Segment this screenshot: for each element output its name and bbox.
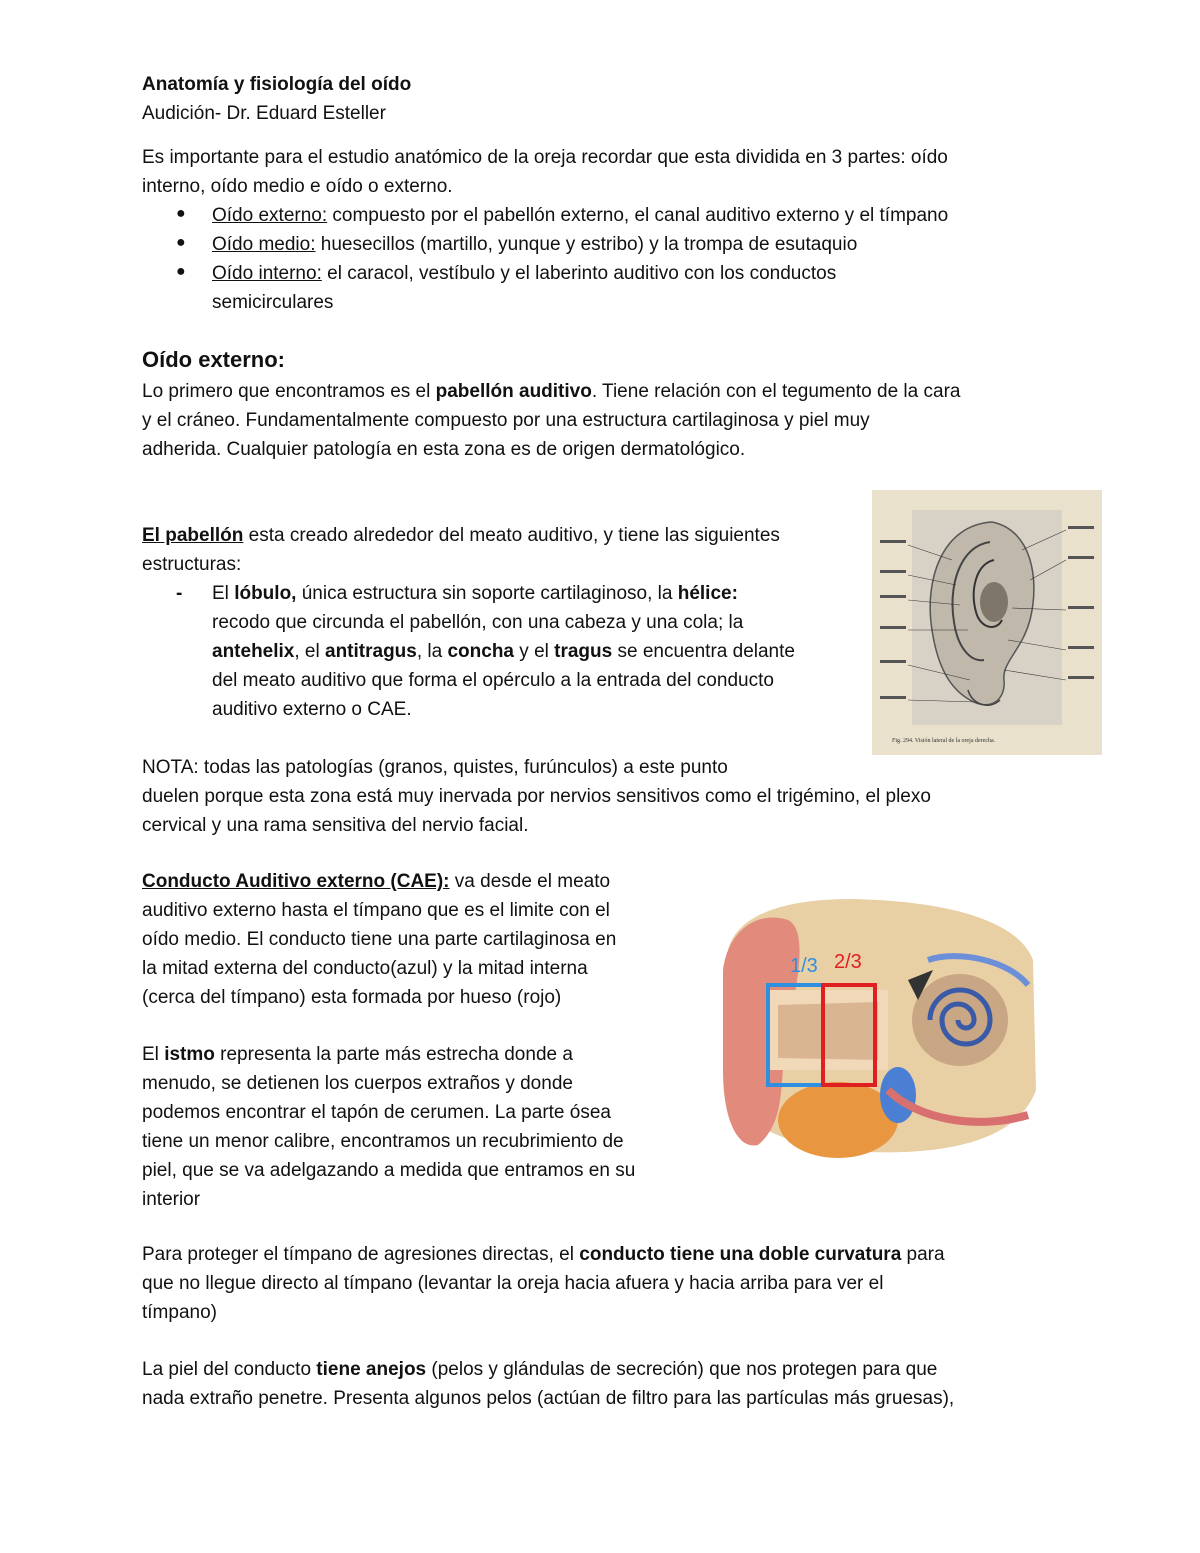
paragraph-line: auditivo externo hasta el tímpano que es el limite con el: [142, 900, 610, 921]
bold-term: conducto tiene una doble curvatura: [579, 1244, 902, 1265]
paragraph-line: cervical y una rama sensitiva del nervio facial.: [142, 815, 529, 836]
canal-two-thirds-label: 2/3: [834, 951, 862, 973]
list-term: Oído medio:: [212, 234, 316, 255]
text-span: . Tiene relación con el tegumento de la cara: [591, 381, 961, 402]
paragraph-line: [142, 1355, 937, 1384]
text-span: Para proteger el tímpano de agresiones directas, el: [142, 1244, 580, 1265]
bold-term: tiene anejos: [316, 1359, 427, 1380]
bullet-icon: ●: [176, 205, 186, 222]
paragraph-line: [142, 377, 960, 406]
paragraph-line: (cerca del tímpano) esta formada por hueso (rojo): [142, 987, 562, 1008]
bold-term: pabellón auditivo: [435, 381, 592, 402]
text-span: para: [901, 1244, 945, 1265]
intro-line: Es importante para el estudio anatómico de la oreja recordar que esta dividida en 3 partes: oído: [142, 147, 948, 168]
dash-marker: -: [176, 583, 183, 604]
paragraph-line: interior: [142, 1189, 201, 1210]
paragraph-line: adherida. Cualquier patología en esta zona es de origen dermatológico.: [142, 439, 746, 460]
paragraph-line: tímpano): [142, 1302, 217, 1323]
paragraph-line: oído medio. El conducto tiene una parte cartilaginosa en: [142, 929, 617, 950]
section-heading: Oído externo:: [142, 347, 286, 372]
text-span: , la: [416, 641, 448, 662]
ear-canal-illustration: [718, 890, 1040, 1162]
text-span: única estructura sin soporte cartilaginoso, la: [296, 583, 678, 604]
paragraph-line: que no llegue directo al tímpano (levantar la oreja hacia afuera y hacia arriba para ver el: [142, 1273, 884, 1294]
ear-canal-figure: [718, 890, 1040, 1162]
list-text: el caracol, vestíbulo y el laberinto auditivo con los conductos: [321, 263, 837, 284]
paragraph-line: NOTA: todas las patologías (granos, quistes, furúnculos) a este punto: [142, 757, 728, 778]
list-item-continuation: semicirculares: [212, 292, 334, 313]
canal-third-label: 1/3: [790, 955, 818, 977]
text-span: y el: [514, 641, 555, 662]
ear-illustration: [872, 490, 1102, 755]
bold-term: antehelix: [212, 641, 295, 662]
list-item: [212, 579, 738, 608]
text-span: representa la parte más estrecha donde a: [214, 1044, 573, 1065]
text-span: El: [142, 1044, 165, 1065]
list-text: huesecillos (martillo, yunque y estribo) y la trompa de esutaquio: [315, 234, 858, 255]
bullet-icon: ●: [176, 234, 186, 251]
list-term: Oído externo:: [212, 205, 328, 226]
paragraph-line: nada extraño penetre. Presenta algunos pelos (actúan de filtro para las partículas más gruesas),: [142, 1388, 955, 1409]
bold-term: tragus: [554, 641, 613, 662]
text-span: esta creado alrededor del meato auditivo, y tiene las siguientes: [243, 525, 780, 546]
bold-term: antitragus: [325, 641, 417, 662]
list-item: [212, 259, 836, 288]
text-span: se encuentra delante: [612, 641, 795, 662]
list-item: [212, 230, 857, 259]
paragraph-line: la mitad externa del conducto(azul) y la mitad interna: [142, 958, 588, 979]
list-text: compuesto por el pabellón externo, el canal auditivo externo y el tímpano: [327, 205, 949, 226]
list-item: [212, 201, 948, 230]
text-span: (pelos y glándulas de secreción) que nos protegen para que: [426, 1359, 938, 1380]
text-span: , el: [294, 641, 325, 662]
list-term: Oído interno:: [212, 263, 322, 284]
paragraph-line: piel, que se va adelgazando a medida que entramos en su: [142, 1160, 636, 1181]
list-item-continuation: auditivo externo o CAE.: [212, 699, 412, 720]
paragraph-line: menudo, se detienen los cuerpos extraños y donde: [142, 1073, 573, 1094]
bold-term: concha: [447, 641, 515, 662]
figure-caption: Fig. 294. Visión lateral de la oreja derecha.: [892, 738, 996, 744]
paragraph-line: [142, 867, 610, 896]
paragraph-line: estructuras:: [142, 554, 242, 575]
list-item-continuation: del meato auditivo que forma el opérculo a la entrada del conducto: [212, 670, 774, 691]
underlined-term: El pabellón: [142, 525, 244, 546]
list-item-continuation: [212, 637, 795, 666]
paragraph-line: duelen porque esta zona está muy inervada por nervios sensitivos como el trigémino, el plexo: [142, 786, 931, 807]
intro-line: interno, oído medio e oído o externo.: [142, 176, 453, 197]
bold-term: lóbulo,: [234, 583, 297, 604]
underlined-term: Conducto Auditivo externo (CAE):: [142, 871, 450, 892]
text-span: va desde el meato: [449, 871, 611, 892]
bold-term: hélice:: [677, 583, 738, 604]
ear-anatomy-figure: [872, 490, 1102, 755]
text-span: Lo primero que encontramos es el: [142, 381, 436, 402]
paragraph-line: y el cráneo. Fundamentalmente compuesto por una estructura cartilaginosa y piel muy: [142, 410, 870, 431]
document-subtitle: Audición- Dr. Eduard Esteller: [142, 103, 386, 124]
bold-term: istmo: [164, 1044, 215, 1065]
paragraph-line: [142, 521, 780, 550]
bullet-icon: ●: [176, 263, 186, 280]
text-span: El: [212, 583, 235, 604]
paragraph-line: [142, 1040, 573, 1069]
paragraph-line: tiene un menor calibre, encontramos un recubrimiento de: [142, 1131, 624, 1152]
paragraph-line: podemos encontrar el tapón de cerumen. La parte ósea: [142, 1102, 611, 1123]
text-span: La piel del conducto: [142, 1359, 317, 1380]
paragraph-line: [142, 1240, 945, 1269]
document-title: Anatomía y fisiología del oído: [142, 74, 412, 95]
list-item-continuation: recodo que circunda el pabellón, con una cabeza y una cola; la: [212, 612, 744, 633]
